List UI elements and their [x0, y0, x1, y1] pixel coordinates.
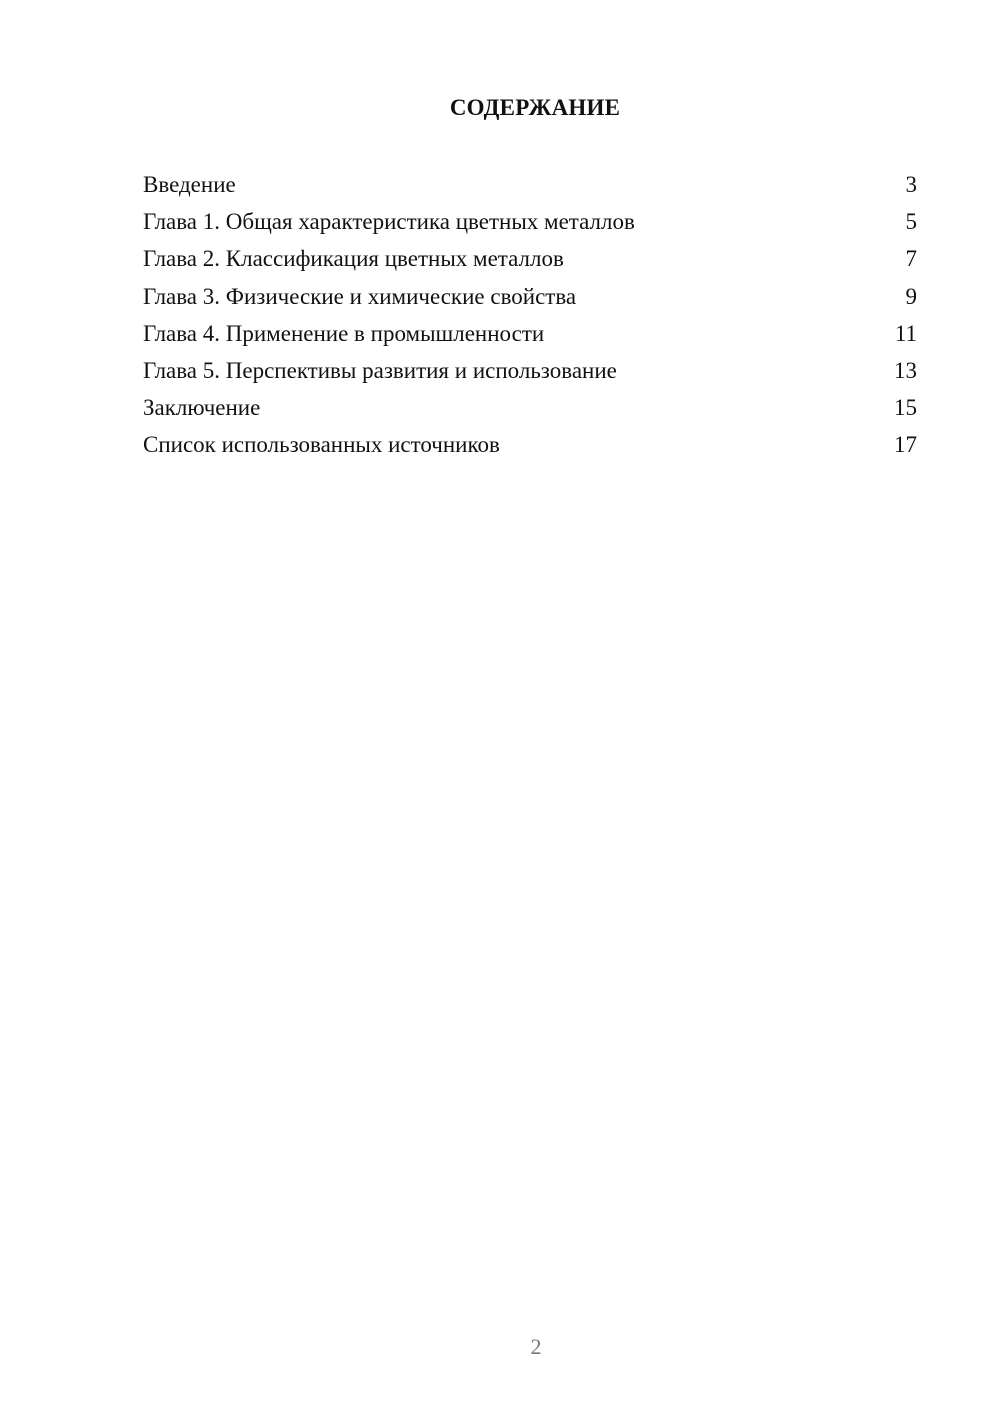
- toc-entry-chapter-2[interactable]: [143, 244, 919, 281]
- toc-entry-chapter-4[interactable]: [143, 319, 919, 356]
- table-of-contents: [143, 170, 919, 468]
- toc-entry-chapter-5[interactable]: [143, 356, 919, 393]
- toc-entry-page: 11: [894, 320, 917, 346]
- toc-entry-chapter-1[interactable]: [143, 207, 919, 244]
- toc-entry-label: Введение: [143, 172, 236, 197]
- toc-entry-label: Список использованных источников: [143, 432, 500, 458]
- toc-entry-introduction[interactable]: [143, 170, 919, 207]
- toc-entry-page: 3: [905, 172, 917, 197]
- toc-entry-page: 7: [905, 246, 917, 272]
- toc-entry-conclusion[interactable]: [143, 393, 919, 430]
- toc-entry-page: 9: [905, 283, 917, 309]
- toc-entry-label: Глава 4. Применение в промышленности: [143, 320, 545, 346]
- toc-entry-label: Глава 1. Общая характеристика цветных металлов: [143, 209, 635, 235]
- toc-entry-page: 17: [894, 432, 917, 458]
- page-number: 2: [530, 1334, 542, 1359]
- toc-entry-label: Глава 5. Перспективы развития и использование: [143, 357, 617, 383]
- toc-entry-label: Заключение: [143, 395, 261, 421]
- toc-entry-references[interactable]: [143, 430, 919, 467]
- page-title: СОДЕРЖАНИЕ: [449, 95, 621, 120]
- toc-entry-label: Глава 2. Классификация цветных металлов: [143, 246, 564, 272]
- toc-entry-page: 15: [894, 395, 917, 421]
- toc-entry-page: 13: [894, 357, 917, 383]
- toc-entry-page: 5: [905, 209, 917, 235]
- toc-entry-label: Глава 3. Физические и химические свойства: [143, 283, 577, 309]
- toc-entry-chapter-3[interactable]: [143, 282, 919, 319]
